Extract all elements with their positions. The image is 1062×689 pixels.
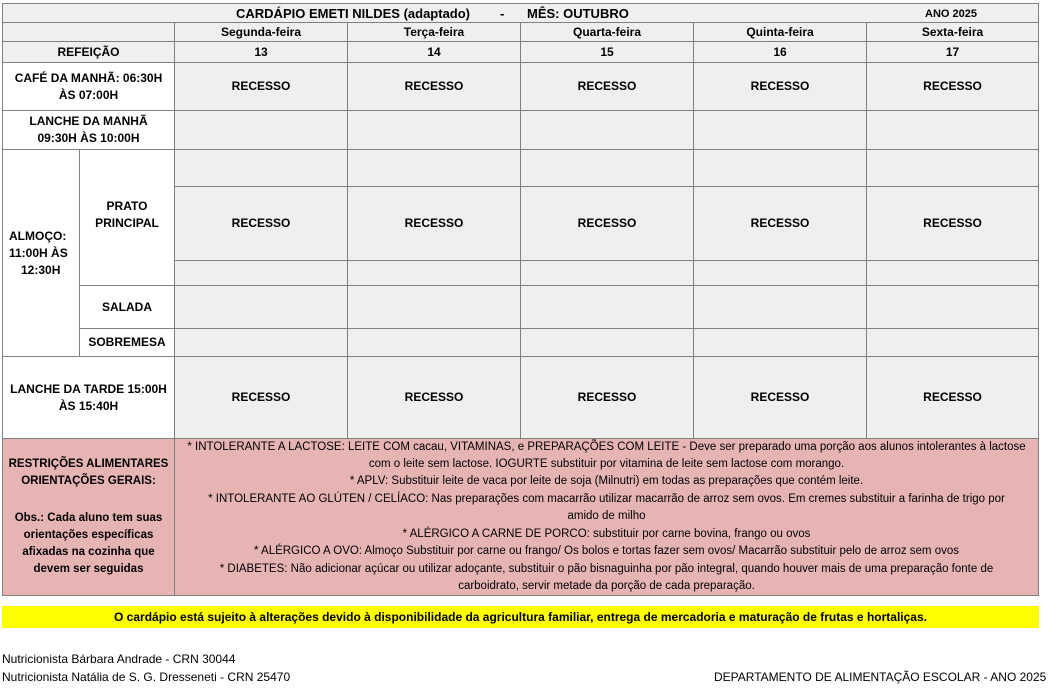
recess-lunch-friday: RECESSO	[866, 186, 1039, 261]
afternoon-snack-label-line1: LANCHE DA TARDE 15:00H	[10, 381, 167, 396]
restriction-line: * ALÉRGICO A CARNE DE PORCO: substituir por carne bovina, frango ou ovos	[402, 527, 811, 540]
nutritionist-2: Nutricionista Natália de S. G. Dresseneti - CRN 25470	[2, 670, 291, 684]
lunch-top-thursday	[693, 149, 867, 187]
morning-snack-label-line1: LANCHE DA MANHÃ	[29, 114, 148, 128]
morning-snack-wednesday	[520, 110, 694, 150]
dessert-tuesday	[347, 328, 521, 357]
main-dish-label-line1: PRATO	[106, 199, 148, 213]
lunch-top-monday	[174, 149, 348, 187]
restrictions-text	[174, 438, 1039, 596]
header-row	[2, 3, 1039, 23]
recess-afternoon-friday: RECESSO	[866, 356, 1039, 439]
day-name-wednesday: Quarta-feira	[520, 22, 694, 42]
lunch-bottom-tuesday	[347, 260, 521, 286]
meal-label-lunch	[2, 149, 80, 357]
day-name-monday: Segunda-feira	[174, 22, 348, 42]
restriction-line: amido de milho	[567, 510, 646, 523]
morning-snack-thursday	[693, 110, 867, 150]
lunch-label-line3: 12:30H	[21, 262, 61, 277]
recess-lunch-wednesday: RECESSO	[520, 186, 694, 261]
meal-column-header: REFEIÇÃO	[2, 41, 175, 63]
main-dish-label	[79, 149, 175, 286]
restriction-line: * INTOLERANTE A LACTOSE: LEITE COM cacau, VITAMINAS, e PREPARAÇÕES COM LEITE - Deve ser preparado uma porção aos alunos intolerantes à lactose	[187, 440, 1026, 453]
restrictions-label	[2, 438, 175, 596]
obs-line4: devem ser seguidas	[33, 563, 144, 575]
menu-month: MÊS: OUTUBRO	[527, 6, 629, 21]
recess-afternoon-wednesday: RECESSO	[520, 356, 694, 439]
lunch-bottom-thursday	[693, 260, 867, 286]
salad-friday	[866, 285, 1039, 329]
lunch-bottom-friday	[866, 260, 1039, 286]
dessert-friday	[866, 328, 1039, 357]
notice-text: O cardápio está sujeito à alterações devido à disponibilidade da agricultura familiar, entrega de mercadoria e maturação de frutas e hortaliças.	[114, 610, 927, 624]
dessert-thursday	[693, 328, 867, 357]
lunch-top-wednesday	[520, 149, 694, 187]
obs-line1: Obs.: Cada aluno tem suas	[14, 512, 163, 524]
afternoon-snack-label-line2: ÀS 15:40H	[58, 398, 119, 413]
day-name-thursday: Quinta-feira	[693, 22, 867, 42]
dessert-label: SOBREMESA	[79, 328, 175, 357]
meal-label-afternoon-snack	[2, 356, 175, 439]
salad-label: SALADA	[79, 285, 175, 329]
lunch-label-line1: ALMOÇO:	[9, 228, 67, 243]
recess-breakfast-friday: RECESSO	[866, 62, 1039, 111]
morning-snack-tuesday	[347, 110, 521, 150]
recess-afternoon-monday: RECESSO	[174, 356, 348, 439]
recess-afternoon-tuesday: RECESSO	[347, 356, 521, 439]
recess-lunch-thursday: RECESSO	[693, 186, 867, 261]
notice-banner	[2, 606, 1039, 628]
dessert-wednesday	[520, 328, 694, 357]
day-name-tuesday: Terça-feira	[347, 22, 521, 42]
morning-snack-label-line2: 09:30H ÀS 10:00H	[37, 131, 140, 145]
restriction-line: * ALÉRGICO A OVO: Almoço Substituir por carne ou frango/ Os bolos e tortas fazer sem ovos/ Macarrão substituir pelo de arroz sem ovos	[253, 545, 959, 558]
restrictions-title-line2: ORIENTAÇÕES GERAIS:	[21, 475, 156, 487]
recess-breakfast-tuesday: RECESSO	[347, 62, 521, 111]
main-dish-label-line2: PRINCIPAL	[95, 216, 159, 230]
recess-lunch-monday: RECESSO	[174, 186, 348, 261]
restriction-line: carboidrato, servir metade da porção de cada preparação.	[458, 579, 755, 592]
lunch-bottom-monday	[174, 260, 348, 286]
morning-snack-monday	[174, 110, 348, 150]
recess-afternoon-thursday: RECESSO	[693, 356, 867, 439]
morning-snack-friday	[866, 110, 1039, 150]
salad-monday	[174, 285, 348, 329]
nutritionist-1: Nutricionista Bárbara Andrade - CRN 30044	[2, 652, 236, 666]
lunch-top-friday	[866, 149, 1039, 187]
salad-thursday	[693, 285, 867, 329]
restriction-line: com o leite sem lactose. IOGURTE substituir por vitamina de leite sem lactose com morango.	[368, 458, 845, 471]
salad-wednesday	[520, 285, 694, 329]
date-monday: 13	[174, 41, 348, 63]
meal-label-breakfast	[2, 62, 175, 111]
restriction-line: * DIABETES: Não adicionar açúcar ou utilizar adoçante, substituir o pão bisnaguinha por pão integral, quando houver mais de uma preparação fonte de	[219, 562, 994, 575]
recess-breakfast-thursday: RECESSO	[693, 62, 867, 111]
restrictions-title-line1: RESTRIÇÕES ALIMENTARES	[8, 458, 169, 470]
date-wednesday: 15	[520, 41, 694, 63]
lunch-bottom-wednesday	[520, 260, 694, 286]
department-label: DEPARTAMENTO DE ALIMENTAÇÃO ESCOLAR - ANO 2025	[714, 670, 1047, 684]
restriction-line: * APLV: Substituir leite de vaca por leite de soja (Milnutri) em todas as preparações que contém leite.	[349, 475, 864, 488]
menu-title: CARDÁPIO EMETI NILDES (adaptado)	[236, 6, 471, 21]
obs-line3: afixadas na cozinha que	[22, 546, 155, 558]
restriction-line: * INTOLERANTE AO GLÚTEN / CELÍACO: Nas preparações com macarrão utilizar macarrão de arroz sem ovos. Em cremes substituir a farinha de trigo por	[208, 492, 1005, 505]
menu-year: ANO 2025	[925, 8, 977, 20]
breakfast-label-line1: CAFÉ DA MANHÃ: 06:30H	[14, 70, 163, 85]
day-name-friday: Sexta-feira	[866, 22, 1039, 42]
date-thursday: 16	[693, 41, 867, 63]
recess-breakfast-wednesday: RECESSO	[520, 62, 694, 111]
dessert-monday	[174, 328, 348, 357]
obs-line2: orientações específicas	[23, 529, 154, 541]
breakfast-label-line2: ÀS 07:00H	[58, 87, 119, 102]
recess-breakfast-monday: RECESSO	[174, 62, 348, 111]
salad-tuesday	[347, 285, 521, 329]
lunch-top-tuesday	[347, 149, 521, 187]
recess-lunch-tuesday: RECESSO	[347, 186, 521, 261]
date-friday: 17	[866, 41, 1039, 63]
lunch-label-line2: 11:00H ÀS	[9, 245, 68, 260]
meal-label-morning-snack	[2, 110, 175, 150]
title-separator: -	[500, 6, 505, 21]
day-names-left-blank	[2, 22, 175, 42]
date-tuesday: 14	[347, 41, 521, 63]
